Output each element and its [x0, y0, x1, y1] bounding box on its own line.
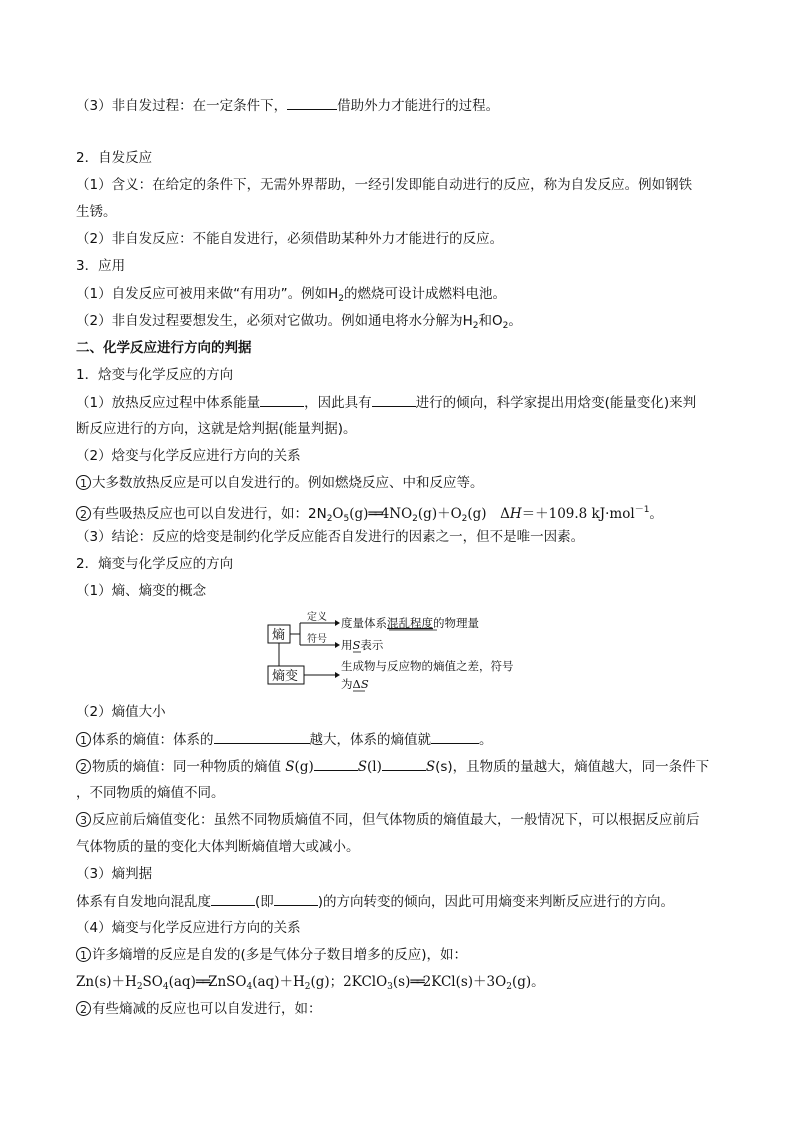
- circled-number: 2: [76, 506, 91, 521]
- text: Zn(s)＋H: [76, 974, 137, 990]
- definition-line: [76, 175, 692, 195]
- entropy-change-text-1: 生成物与反应物的熵值之差，符号: [341, 659, 514, 673]
- substance-entropy-point: [76, 756, 709, 777]
- fill-blank: [372, 392, 416, 407]
- heading-text: 1．焓变与化学反应的方向: [76, 367, 234, 383]
- text: 进行的倾向，科学家提出用焓变(能量变化)来判: [415, 395, 697, 411]
- text: (即: [255, 894, 274, 910]
- enthalpy-line-1-cont: [76, 419, 357, 439]
- heading-text: 2．自发反应: [76, 150, 153, 166]
- text: 。: [508, 313, 522, 329]
- text: 反应前后熵值变化：虽然不同物质熵值不同，但气体物质的熵值最大，一般情况下，可以根据反应前后: [92, 812, 700, 828]
- text: SO: [142, 974, 163, 990]
- text: （1）熵、熵变的概念: [76, 583, 207, 599]
- system-entropy-point: [76, 729, 493, 750]
- text: 体系有自发地向混乱度: [76, 894, 211, 910]
- text: （1）含义：在给定的条件下，无需外界帮助，一经引发即能自动进行的反应，称为自发反应。例如钢铁: [76, 177, 693, 193]
- heading-text: 二、化学反应进行方向的判据: [76, 340, 252, 356]
- text: （2）非自发反应：不能自发进行，必须借助某种外力才能进行的反应。: [76, 231, 504, 247]
- equation-arrow: ══: [410, 974, 423, 990]
- text: (g): [349, 506, 369, 522]
- box-entropy-label: 熵: [272, 628, 286, 643]
- subscript: 4: [162, 982, 169, 992]
- subscript: 5: [343, 514, 350, 524]
- arrowhead: [335, 642, 340, 648]
- section-heading-application: [76, 256, 125, 276]
- fill-blank: [211, 891, 255, 906]
- subscript: 2: [338, 294, 344, 304]
- entropy-magnitude-heading: [76, 702, 166, 722]
- text: ZnSO: [208, 974, 247, 990]
- text: 2KCl(s)＋3O: [422, 974, 507, 990]
- text: 。: [479, 732, 493, 748]
- text: 。: [649, 506, 663, 522]
- text: (g)；2KClO: [310, 974, 388, 990]
- equation-arrow: ══: [195, 974, 209, 990]
- text: (s)，且物质的量越大，熵值越大，同一条件下: [435, 759, 710, 775]
- entropy-change-text-2: 为ΔS: [341, 677, 369, 691]
- text: 越大，体系的熵值就: [309, 732, 431, 748]
- circled-number: 2: [76, 759, 91, 774]
- text: ＝＋109.8 kJ·mol: [521, 506, 635, 522]
- nonspontaneous-reaction-line: [76, 229, 503, 249]
- text: （3）结论：反应的焓变是制约化学反应能否自发进行的因素之一，但不是唯一因素。: [76, 529, 585, 545]
- text: 的燃烧可设计成燃料电池。: [343, 286, 506, 302]
- text: ，因此具有: [304, 395, 372, 411]
- text: 体系的熵值：体系的: [92, 732, 214, 748]
- entropy-concept-diagram: [262, 611, 532, 693]
- text: 有些熵减的反应也可以自发进行，如：: [92, 1001, 322, 1017]
- text: 生锈。: [76, 204, 117, 220]
- text: （1）自发反应可被用来做“有用功”。例如H: [76, 286, 339, 302]
- text: 大多数放热反应是可以自发进行的。例如燃烧反应、中和反应等。: [92, 475, 484, 491]
- definition-text: 度量体系混乱程度的物理量: [341, 616, 479, 630]
- text: S: [357, 759, 367, 775]
- nonspontaneous-process-line: [76, 95, 499, 116]
- definition-line-cont: [76, 202, 117, 222]
- subscript: 2: [326, 514, 333, 524]
- text: (aq): [168, 974, 196, 990]
- heading-text: 3．应用: [76, 258, 126, 274]
- text: ，不同物质的熵值不同。: [76, 785, 225, 801]
- text: (s): [392, 974, 411, 990]
- text: 气体物质的量的变化大体判断熵值增大或减小。: [76, 839, 360, 855]
- reaction-entropy-point-cont: [76, 837, 360, 857]
- subscript: 2: [412, 514, 418, 524]
- fill-blank: [260, 392, 304, 407]
- entropy-criterion-line: [76, 891, 674, 912]
- circled-number: 2: [76, 1001, 91, 1016]
- reaction-entropy-point: [76, 810, 700, 830]
- text: （4）熵变与化学反应进行方向的关系: [76, 920, 301, 936]
- text: S: [425, 759, 436, 775]
- heading-text: 2．熵变与化学反应的方向: [76, 556, 234, 572]
- text: (aq)＋H: [252, 974, 305, 990]
- equation-arrow: ══: [368, 506, 381, 522]
- superscript: －1: [634, 505, 650, 515]
- text: 许多熵增的反应是自发的(多是气体分子数目增多的反应)，如：: [92, 947, 468, 963]
- circled-number: 1: [76, 475, 91, 490]
- symbol-text: 用S表示: [341, 638, 384, 652]
- subscript: 2: [506, 982, 512, 992]
- text: 和O: [478, 313, 503, 329]
- main-heading-two: [76, 338, 252, 358]
- text: （2）焓变与化学反应进行方向的关系: [76, 448, 301, 464]
- text: 有些吸热反应也可以自发进行，如：2N: [92, 506, 327, 522]
- conclusion-line: [76, 527, 584, 547]
- text: H: [509, 506, 522, 522]
- section-heading-spontaneous-reaction: [76, 148, 152, 168]
- box-entropy-change-label: 熵变: [272, 669, 299, 684]
- text: S: [285, 759, 295, 775]
- subscript: 2: [472, 321, 479, 331]
- entropy-concept-heading: [76, 581, 206, 601]
- fill-blank: [431, 729, 479, 744]
- circled-number: 3: [76, 812, 91, 827]
- subscript: 2: [461, 514, 468, 524]
- enthalpy-relation-heading: [76, 446, 301, 466]
- circled-number: 1: [76, 947, 91, 962]
- section-heading-enthalpy: [76, 365, 233, 385]
- exothermic-point: [76, 473, 484, 493]
- endothermic-point: [76, 500, 663, 529]
- arrowhead: [335, 620, 340, 626]
- entropy-increase-equations: [76, 972, 545, 997]
- text: 4NO: [380, 506, 413, 522]
- text: （1）放热反应过程中体系能量: [76, 395, 261, 411]
- text: （3）非自发过程：在一定条件下，: [76, 98, 288, 114]
- text: 断反应进行的方向，这就是焓判据(能量判据)。: [76, 421, 357, 437]
- text: (l): [366, 759, 382, 775]
- circled-number: 1: [76, 732, 91, 747]
- enthalpy-line-1: [76, 392, 696, 413]
- entropy-decrease-point: [76, 999, 322, 1019]
- subscript: 2: [304, 982, 311, 992]
- text: 物质的熵值：同一种物质的熵值: [92, 759, 286, 775]
- text: （2）非自发过程要想发生，必须对它做功。例如通电将水分解为H: [76, 313, 473, 329]
- label-symbol: 符号: [307, 634, 327, 645]
- text: （2）熵值大小: [76, 704, 166, 720]
- text: (g) Δ: [467, 506, 510, 522]
- subscript: 2: [136, 982, 143, 992]
- entropy-increase-point: [76, 945, 467, 965]
- entropy-relation-heading: [76, 918, 301, 938]
- text: 借助外力才能进行的过程。: [337, 98, 500, 114]
- fill-blank: [382, 756, 426, 771]
- fill-blank: [287, 95, 337, 110]
- arrowhead: [335, 672, 340, 678]
- entropy-criterion-heading: [76, 864, 152, 884]
- text: )的方向转变的倾向，因此可用熵变来判断反应进行的方向。: [317, 894, 675, 910]
- text: （3）熵判据: [76, 866, 153, 882]
- text: (g)。: [511, 974, 545, 990]
- fill-blank: [214, 729, 310, 744]
- subscript: 2: [502, 321, 509, 331]
- fill-blank: [274, 891, 318, 906]
- section-heading-entropy: [76, 554, 233, 574]
- application-line-1: [76, 284, 506, 309]
- substance-entropy-point-cont: [76, 783, 225, 803]
- fill-blank: [314, 756, 358, 771]
- subscript: 3: [387, 982, 393, 992]
- application-line-2: [76, 311, 522, 336]
- text: (g)＋O: [417, 506, 462, 522]
- subscript: 4: [246, 982, 253, 992]
- label-definition: 定义: [307, 612, 327, 623]
- text: (g): [294, 759, 314, 775]
- text: O: [332, 506, 344, 522]
